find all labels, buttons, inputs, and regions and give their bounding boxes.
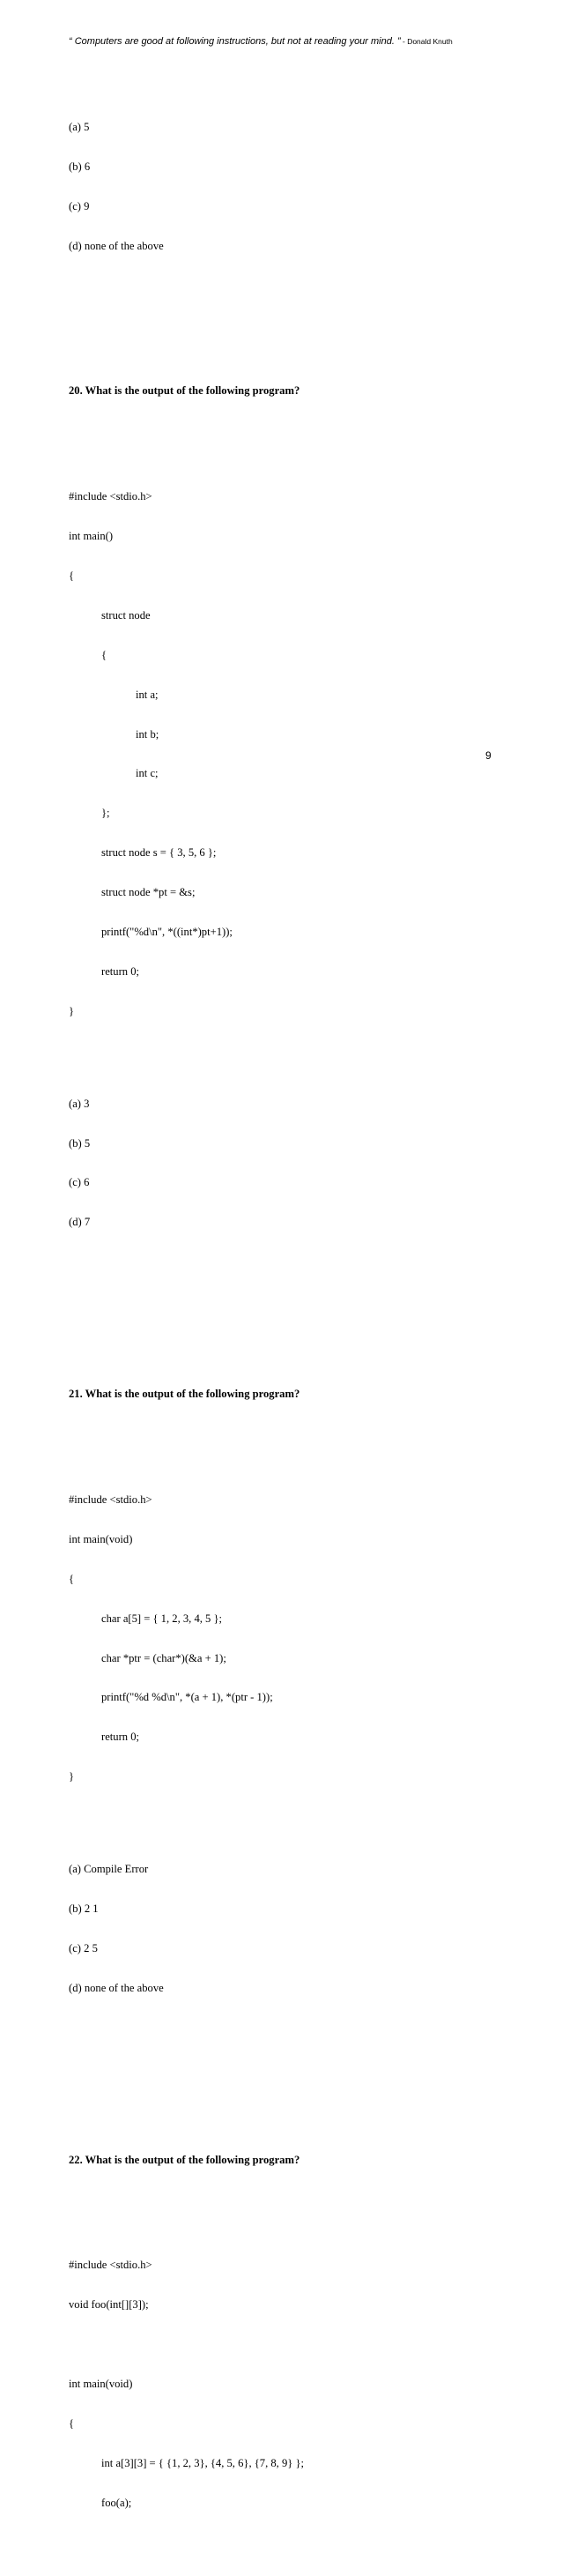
code-line: {: [69, 1572, 75, 1585]
page-content: [69, 68, 509, 2576]
header-author: - Donald Knuth: [400, 37, 453, 46]
answer-options: [69, 1836, 509, 2021]
code-line: }: [69, 1004, 75, 1017]
option-d: (d) 7: [69, 1216, 91, 1229]
code-line: int main(): [69, 530, 114, 543]
code-line: };: [101, 807, 110, 820]
code-line: #include <stdio.h>: [69, 2259, 152, 2272]
question-21: [69, 1361, 509, 2047]
question-22: [69, 2127, 509, 2563]
code-line: #include <stdio.h>: [69, 1493, 152, 1506]
code-line: struct node: [101, 608, 151, 622]
question-title: 22. What is the output of the following program?: [69, 2153, 300, 2166]
header-quote: “ Computers are good at following instructions, but not at reading your mind. ”: [69, 36, 401, 47]
answer-options: [69, 1071, 509, 1256]
code-block: [69, 1467, 509, 1810]
option-b: (b) 6: [69, 160, 91, 173]
code-line: int a[3][3] = { {1, 2, 3}, {4, 5, 6}, {7, 8, 9} };: [101, 2456, 305, 2469]
code-line: int a;: [136, 688, 159, 701]
code-line: char *ptr = (char*)(&a + 1);: [101, 1651, 226, 1664]
code-line: foo(a);: [101, 2496, 132, 2509]
code-line: char a[5] = { 1, 2, 3, 4, 5 };: [101, 1612, 223, 1625]
code-line: int main(void): [69, 2377, 133, 2390]
code-line: {: [69, 570, 75, 583]
option-a: (a) 3: [69, 1097, 90, 1110]
code-line: #include <stdio.h>: [69, 490, 152, 503]
code-block: [69, 2232, 509, 2535]
code-block: [69, 464, 509, 1044]
code-line: struct node s = { 3, 5, 6 };: [101, 846, 217, 860]
option-a: (a) Compile Error: [69, 1863, 149, 1876]
option-b: (b) 2 1: [69, 1902, 99, 1915]
page-number: 9: [485, 749, 492, 762]
option-c: (c) 9: [69, 199, 90, 212]
code-line: {: [101, 648, 107, 661]
question-20: [69, 358, 509, 1282]
code-line: int b;: [136, 727, 159, 741]
page-header: [69, 35, 453, 48]
option-a: (a) 5: [69, 121, 90, 133]
option-d: (d) none of the above: [69, 1981, 164, 1994]
previous-question-options: [69, 94, 509, 279]
code-line: {: [69, 2416, 75, 2430]
option-b: (b) 5: [69, 1136, 91, 1150]
code-line: return 0;: [101, 1731, 140, 1744]
option-c: (c) 6: [69, 1176, 90, 1189]
code-line: printf("%d %d\n", *(a + 1), *(ptr - 1));: [101, 1691, 273, 1704]
code-line: int main(void): [69, 1532, 133, 1545]
code-line: return 0;: [101, 964, 140, 978]
option-c: (c) 2 5: [69, 1941, 98, 1954]
code-line: printf("%d\n", *((int*)pt+1));: [101, 926, 233, 939]
option-d: (d) none of the above: [69, 239, 164, 252]
code-line: void foo(int[][3]);: [69, 2298, 149, 2312]
question-title: 20. What is the output of the following program?: [69, 384, 300, 398]
code-line: int c;: [136, 767, 159, 780]
question-title: 21. What is the output of the following program?: [69, 1388, 300, 1401]
code-line: }: [69, 1770, 75, 1783]
code-line: struct node *pt = &s;: [101, 886, 196, 899]
